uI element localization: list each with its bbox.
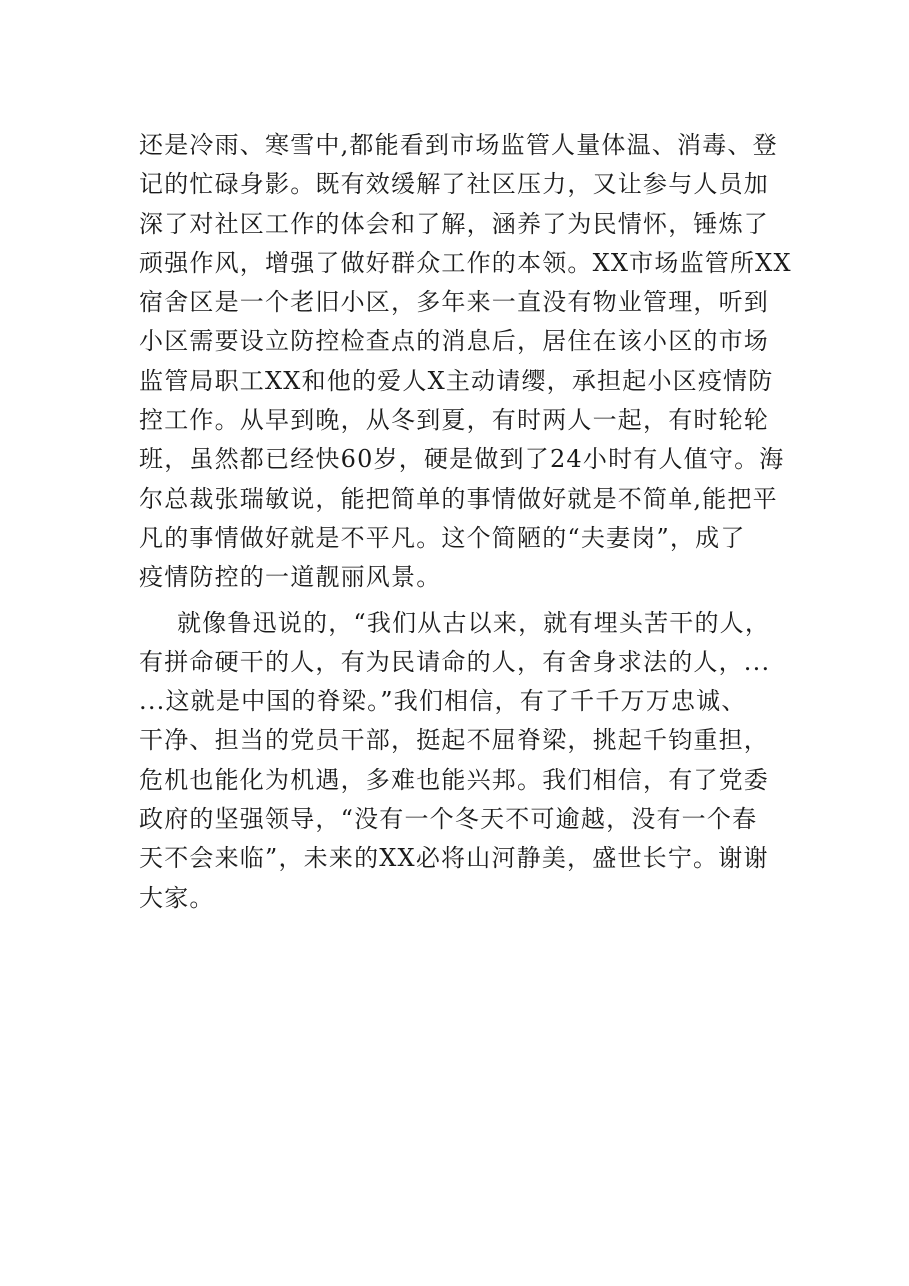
text-line: 干净、担当的党员干部，挺起不屈脊梁，挑起千钧重担，: [139, 726, 769, 755]
text-line: 凡的事情做好就是不平凡。这个简陋的“夫妻岗”，成了: [139, 523, 746, 552]
text-line: 就像鲁迅说的，“我们从古以来，就有埋头苦干的人，: [177, 608, 771, 637]
text-line: 还是冷雨、寒雪中,都能看到市场监管人量体温、消毒、登: [139, 131, 778, 159]
text-line: 小区需要设立防控检查点的消息后，居住在该小区的市场: [139, 327, 769, 356]
text-line: 大家。: [139, 883, 215, 912]
text-line: 记的忙碌身影。既有效缓解了社区压力，又让参与人员加: [139, 170, 769, 199]
document-body: [139, 126, 792, 918]
text-line: 监管局职工XX和他的爱人X主动请缨，承担起小区疫情防: [139, 366, 774, 395]
text-line: 控工作。从早到晚，从冬到夏，有时两人一起，有时轮轮: [139, 406, 769, 435]
text-line: 疫情防控的一道靓丽风景。: [139, 563, 442, 592]
text-line: 危机也能化为机遇，多难也能兴邦。我们相信，有了党委: [139, 765, 769, 794]
text-line: 尔总裁张瑞敏说，能把简单的事情做好就是不简单,能把平: [139, 484, 778, 513]
text-line: 宿舍区是一个老旧小区，多年来一直没有物业管理，听到: [139, 288, 769, 317]
paragraph-2: [139, 604, 779, 918]
text-line: 深了对社区工作的体会和了解，涵养了为民情怀，锤炼了: [139, 209, 769, 238]
text-line: 有拼命硬干的人，有为民请命的人，有舍身求法的人，...: [139, 647, 771, 676]
text-line: ...这就是中国的脊梁。”我们相信，有了千千万万忠诚、: [139, 687, 747, 716]
text-line: 班，虽然都已经快60岁，硬是做到了24小时有人值守。海: [139, 445, 785, 474]
paragraph-1: [139, 126, 792, 598]
text-line: 政府的坚强领导，“没有一个冬天不可逾越，没有一个春: [139, 805, 758, 834]
text-line: 天不会来临”，未来的XX必将山河静美，盛世长宁。谢谢: [139, 844, 769, 873]
text-line: 顽强作风，增强了做好群众工作的本领。XX市场监管所XX: [139, 248, 792, 277]
